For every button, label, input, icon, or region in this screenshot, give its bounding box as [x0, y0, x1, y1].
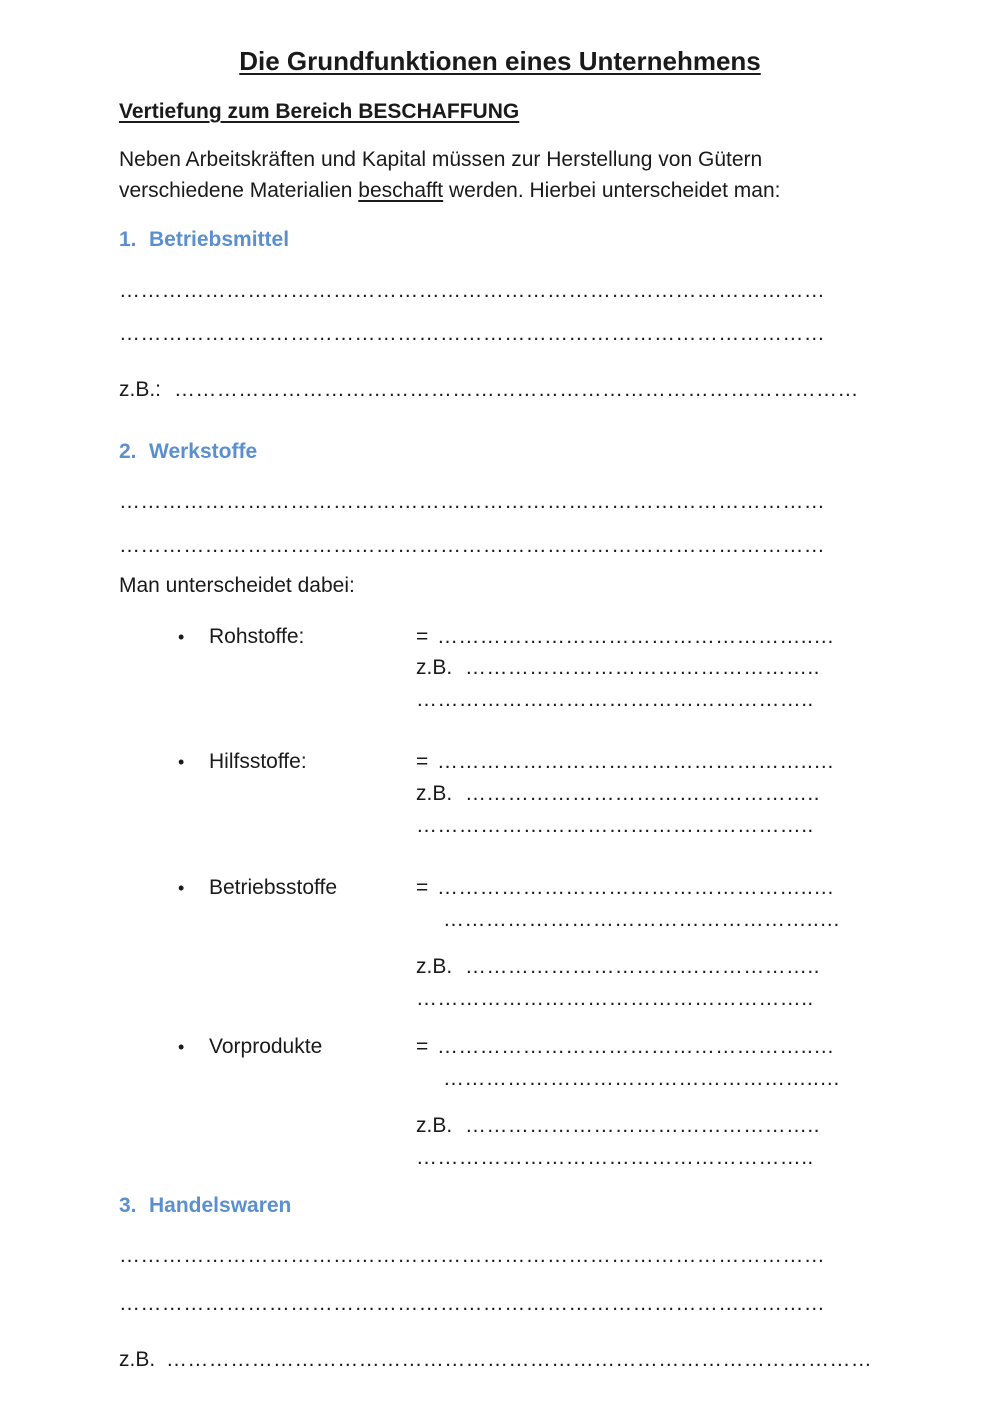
bullet: • [178, 752, 185, 772]
example-label: z.B. [119, 1348, 156, 1371]
definition-answer-line[interactable]: ……………………………………………..… [437, 750, 835, 773]
answer-line[interactable]: ……………………………………………………………………………………… [119, 1292, 826, 1315]
answer-line[interactable]: ……………………………………………………………………………………… [119, 534, 826, 557]
example-label: z.B.: [119, 378, 162, 401]
term-rohstoffe: Rohstoffe: [209, 625, 305, 648]
section-label: Betriebsmittel [149, 228, 290, 251]
example-answer-line[interactable]: ……………………………………………….. [416, 987, 814, 1010]
section-number: 2. [119, 440, 137, 463]
example-label: z.B. [416, 782, 453, 805]
example-answer-line[interactable]: ……………………………………………….. [416, 688, 814, 711]
answer-line[interactable]: ……………………………………………………………………………………… [119, 490, 826, 513]
example-answer-line[interactable]: ……………………………………………….. [416, 814, 814, 837]
intro-line-2 [119, 179, 780, 203]
definition-answer-line[interactable]: ……………………………………………..… [443, 908, 841, 931]
section-number: 1. [119, 228, 137, 251]
intro-line-2-end: werden. Hierbei unterscheidet man: [443, 179, 781, 202]
bullet: • [178, 1037, 185, 1057]
example-answer-line[interactable]: ………………………………………….. [465, 782, 820, 805]
answer-line[interactable]: ……………………………………………………………………………………… [119, 279, 826, 302]
example-answer-line[interactable]: ……………………………………………….. [416, 1146, 814, 1169]
example-answer-line[interactable]: ………………………………………….. [465, 656, 820, 679]
bullet: • [178, 878, 185, 898]
example-answer-line[interactable]: …………………………………………………………………………………… [174, 378, 859, 401]
term-betriebsstoffe: Betriebsstoffe [209, 876, 338, 899]
section-subtitle: Vertiefung zum Bereich BESCHAFFUNG [119, 100, 520, 123]
equals-sign: = [416, 876, 429, 899]
term-vorprodukte: Vorprodukte [209, 1035, 323, 1058]
example-label: z.B. [416, 656, 453, 679]
equals-sign: = [416, 1035, 429, 1058]
section-number: 3. [119, 1194, 137, 1217]
example-label: z.B. [416, 1114, 453, 1137]
section-heading-werkstoffe [119, 440, 257, 464]
intro-underlined-word: beschafft [358, 179, 444, 202]
section-heading-betriebsmittel [119, 228, 289, 252]
equals-sign: = [416, 750, 429, 773]
example-answer-line[interactable]: ………………………………………….. [465, 955, 820, 978]
definition-answer-line[interactable]: ……………………………………………..… [443, 1067, 841, 1090]
section-label: Handelswaren [149, 1194, 292, 1217]
answer-line[interactable]: ……………………………………………………………………………………… [119, 1244, 826, 1267]
definition-answer-line[interactable]: ……………………………………………..… [437, 625, 835, 648]
section-heading-handelswaren [119, 1194, 291, 1218]
definition-answer-line[interactable]: ……………………………………………..… [437, 1035, 835, 1058]
answer-line[interactable]: ……………………………………………………………………………………… [119, 322, 826, 345]
intro-line-2-start: verschiedene Materialien [119, 179, 359, 202]
term-hilfsstoffe: Hilfsstoffe: [209, 750, 307, 773]
section-label: Werkstoffe [149, 440, 258, 463]
example-answer-line[interactable]: ……………………………………………………………………………………… [166, 1348, 873, 1371]
bullet: • [178, 627, 185, 647]
page-title: Die Grundfunktionen eines Unternehmens [239, 46, 761, 76]
example-answer-line[interactable]: ………………………………………….. [465, 1114, 820, 1137]
equals-sign: = [416, 625, 429, 648]
distinguish-text: Man unterscheidet dabei: [119, 574, 355, 597]
definition-answer-line[interactable]: ……………………………………………..… [437, 876, 835, 899]
intro-line-1: Neben Arbeitskräften und Kapital müssen zur Herstellung von Gütern [119, 148, 763, 171]
example-label: z.B. [416, 955, 453, 978]
